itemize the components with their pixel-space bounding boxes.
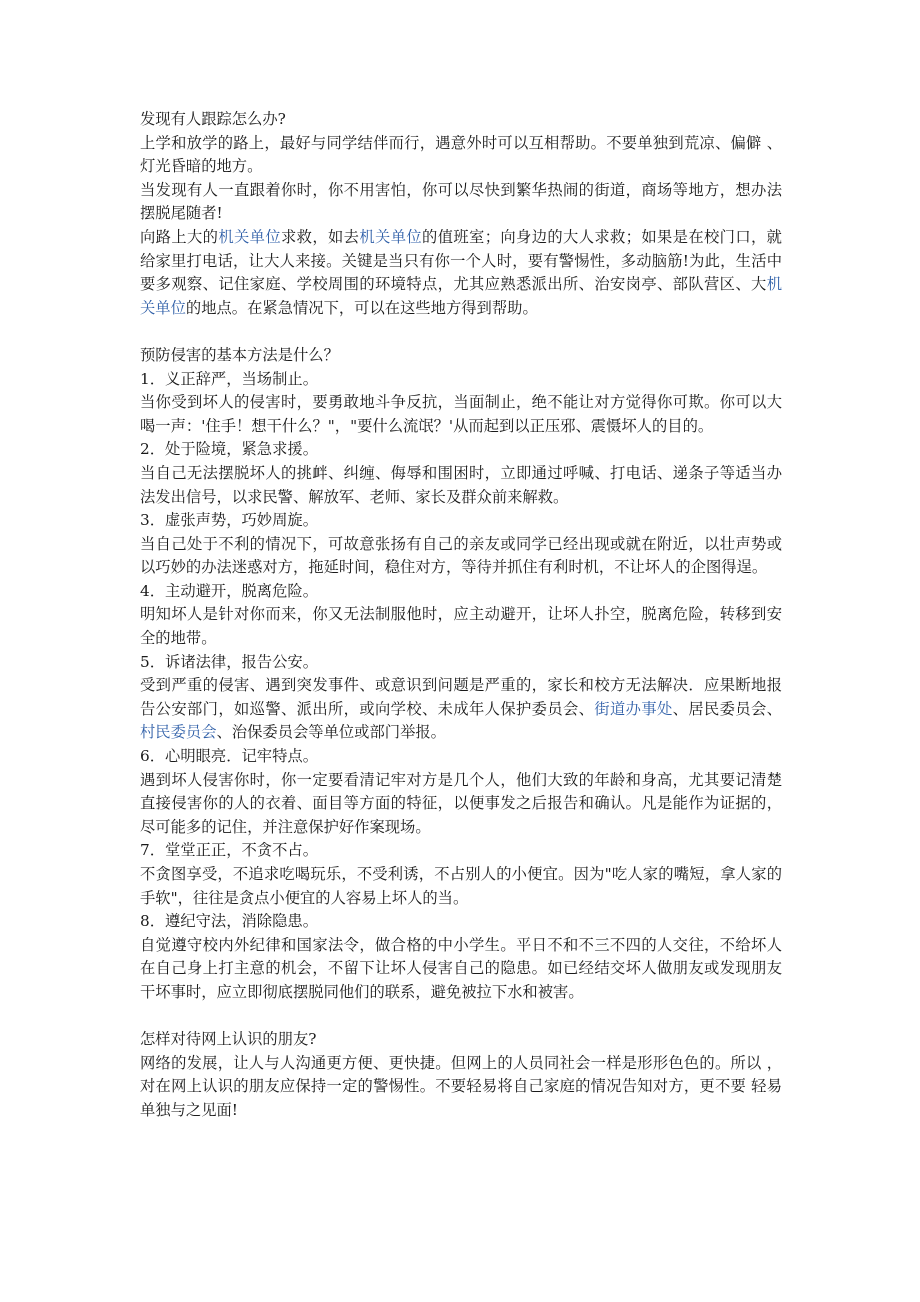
paragraph xyxy=(140,603,782,650)
text-run: 2．处于险境，紧急求援。 xyxy=(140,440,318,459)
text-run: 当你受到坏人的侵害时，要勇敢地斗争反抗，当面制止，绝不能让对方觉得你可欺。你可以大喝一声：'住手！想干什么？"，"要什么流氓？'从而起到以正压邪、震慑坏人的目的。 xyxy=(140,393,782,435)
text-run: 的地点。在紧急情况下，可以在这些地方得到帮助。 xyxy=(185,298,538,317)
paragraph xyxy=(140,910,782,934)
paragraph xyxy=(140,769,782,840)
paragraph xyxy=(140,651,782,675)
section-gap xyxy=(140,320,782,344)
text-run: 的值班室；向身边的大人求救；如果是在校门口，就给家里打电话，让大人来接。关键是当只有你一个人时，要有警惕性，多动脑筋!为此，生活中要多观察、记住家庭、学校周围的环境特点，尤其应熟悉派出所、治安岗亭、部队营区、大 xyxy=(140,227,782,294)
text-run: 、治保委员会等单位或部门举报。 xyxy=(216,723,446,742)
text-run: 当发现有人一直跟着你时，你不用害怕，你可以尽快到繁华热闹的街道，商场等地方，想办法摆脱尾随者! xyxy=(140,180,782,223)
paragraph xyxy=(140,1052,782,1123)
text-run: 自觉遵守校内外纪律和国家法令，做合格的中小学生。平日不和不三不四的人交往，不给坏人在自己身上打主意的机会，不留下让坏人侵害自己的隐患。如已经结交坏人做朋友或发现朋友干坏事时，应立即彻底摆脱同他们的联系，避免被拉下水和被害。 xyxy=(140,935,782,1001)
paragraph xyxy=(140,533,782,580)
text-run: 7．堂堂正正，不贪不占。 xyxy=(140,841,318,860)
section-title: 发现有人跟踪怎么办? xyxy=(140,110,286,128)
paragraph xyxy=(140,934,782,1005)
hyperlink[interactable]: 街道办事处 xyxy=(594,699,673,718)
text-run: 上学和放学的路上，最好与同学结伴而行，遇意外时可以互相帮助。不要单独到荒凉、偏僻 、灯光昏暗的地方。 xyxy=(140,133,782,176)
text-run: 求救，如去 xyxy=(281,227,360,246)
paragraph xyxy=(140,863,782,910)
text-run: 遇到坏人侵害你时，你一定要看清记牢对方是几个人，他们大致的年龄和身高，尤其要记清楚直接侵害你的人的衣着、面目等方面的特征，以便事发之后报告和确认。凡是能作为证据的，尽可能多的记住，并注意保护好作案现场。 xyxy=(140,770,782,836)
paragraph xyxy=(140,745,782,769)
text-run: 3．虚张声势，巧妙周旋。 xyxy=(140,511,318,530)
text-run: 、居民委员会、 xyxy=(672,699,782,718)
text-run: 6．心明眼亮．记牢特点。 xyxy=(140,747,318,766)
paragraph xyxy=(140,368,782,392)
text-run: 向路上大的 xyxy=(140,227,219,246)
paragraph xyxy=(140,438,782,462)
section-title: 怎样对待网上认识的朋友? xyxy=(140,1030,317,1049)
paragraph xyxy=(140,674,782,745)
paragraph xyxy=(140,580,782,604)
hyperlink[interactable]: 机关单位 xyxy=(140,275,782,317)
paragraph xyxy=(140,226,782,320)
document-body xyxy=(140,108,782,1123)
paragraph xyxy=(140,462,782,509)
paragraph xyxy=(140,509,782,533)
hyperlink[interactable]: 村民委员会 xyxy=(140,723,217,742)
paragraph xyxy=(140,132,782,179)
text-run: 5．诉诸法律，报告公安。 xyxy=(140,652,318,671)
paragraph xyxy=(140,391,782,438)
text-run: 1．义正辞严，当场制止。 xyxy=(140,369,318,388)
text-run: 当自己处于不利的情况下，可故意张扬有自己的亲友或同学已经出现或就在附近，以壮声势或以巧妙的办法迷惑对方，拖延时间，稳住对方，等待并抓住有利时机，不让坏人的企图得逞。 xyxy=(140,534,782,577)
paragraph xyxy=(140,839,782,863)
text-run: 网络的发展，让人与人沟通更方便、更快捷。但网上的人员同社会一样是形形色色的。所以 ，对在网上认识的朋友应保持一定的警惕性。不要轻易将自己家庭的情况告知对方，更不要 轻易单独与之见面! xyxy=(140,1053,782,1119)
hyperlink[interactable]: 机关单位 xyxy=(218,227,282,246)
text-run: 8．遵纪守法，消除隐患。 xyxy=(140,912,318,931)
text-run: 明知坏人是针对你而来，你又无法制服他时，应主动避开，让坏人扑空，脱离危险，转移到安全的地带。 xyxy=(140,605,782,648)
text-run: 受到严重的侵害、遇到突发事件、或意识到问题是严重的，家长和校方无法解决．应果断地报告公安部门，如巡警、派出所，或向学校、未成年人保护委员会、 xyxy=(140,676,782,718)
hyperlink[interactable]: 机关单位 xyxy=(359,227,423,246)
section-title: 预防侵害的基本方法是什么？ xyxy=(140,345,339,364)
paragraph xyxy=(140,179,782,226)
text-run: 不贪图享受，不追求吃喝玩乐，不受利诱，不占别人的小便宜。因为"吃人家的嘴短，拿人家的手软"，往往是贪点小便宜的人容易上坏人的当。 xyxy=(140,865,782,907)
section-gap xyxy=(140,1005,782,1029)
text-run: 当自己无法摆脱坏人的挑衅、纠缠、侮辱和围困时，立即通过呼喊、打电话、递条子等适当办法发出信号，以求民警、解放军、老师、家长及群众前来解救。 xyxy=(140,463,782,506)
text-run: 4．主动避开，脱离危险。 xyxy=(140,581,318,600)
